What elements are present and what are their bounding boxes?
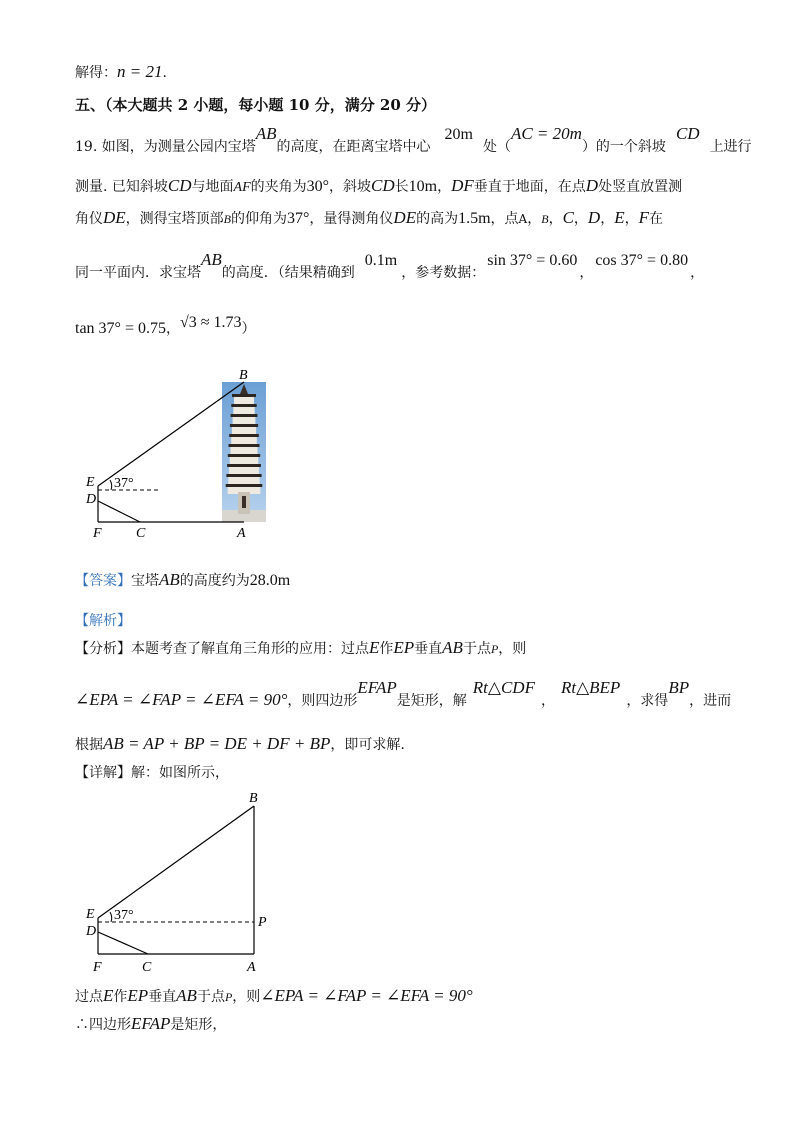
question-line-3: [75, 208, 663, 228]
text: 于点: [462, 641, 491, 657]
math: cos 37° = 0.80: [595, 252, 689, 269]
math: E: [614, 208, 625, 227]
analysis-line-3: [75, 734, 405, 754]
text: ，量得测角仪: [309, 211, 394, 227]
text: ，: [437, 179, 452, 195]
pagoda-roof-tier: [231, 404, 256, 407]
solution-step-1: [75, 986, 473, 1006]
math: CD: [371, 176, 395, 195]
analysis-line-2: [75, 678, 732, 710]
text: 解得：: [75, 65, 117, 81]
answer-tag: 【答案】: [75, 573, 131, 589]
text: 【详解】: [75, 765, 131, 781]
math: D: [585, 176, 599, 195]
text: 在: [648, 211, 663, 227]
math: √3 ≈ 1.73: [179, 314, 242, 331]
question-line-2: [75, 176, 682, 196]
text: 作: [379, 641, 394, 657]
text: 根据: [75, 737, 103, 753]
math: AB = AP + BP = DE + DF + BP: [103, 734, 331, 753]
pagoda-roof-tier: [226, 474, 261, 477]
label-p: P: [258, 915, 267, 930]
text: ∴四边形: [75, 1017, 131, 1033]
section-heading: 五、（本大题共 2 小题，每小题 10 分，满分 20 分）: [75, 96, 437, 114]
math: E: [369, 638, 380, 657]
text: ，即可求解.: [330, 737, 405, 753]
detail-line: [75, 762, 229, 782]
text: 角仪: [75, 211, 103, 227]
math: AB: [159, 570, 180, 589]
pagoda-body-tier: [234, 397, 254, 404]
pagoda-body-tier: [231, 447, 258, 454]
text: ，则四边形: [287, 693, 358, 709]
solution-step-2: [75, 1014, 226, 1034]
math: EP: [393, 638, 415, 657]
pagoda-roof-tier: [226, 484, 263, 487]
text: 宝塔: [131, 573, 159, 589]
text: ，: [600, 211, 615, 227]
text: 的高度，在距离宝塔中心: [276, 139, 431, 155]
math: AC = 20m: [510, 124, 582, 143]
math: EFAP: [357, 678, 397, 697]
pagoda-roof-tier: [230, 424, 258, 427]
math: ∠EPA = ∠FAP = ∠EFA = 90°: [75, 690, 288, 709]
text: ）的一个斜坡: [581, 139, 666, 155]
math: F: [638, 208, 649, 227]
text: 上进行: [709, 139, 752, 155]
label-e: E: [86, 907, 95, 922]
text: ，: [624, 211, 639, 227]
pagoda-roof-tier: [229, 444, 260, 447]
math: 30°: [306, 178, 330, 195]
text: 处竖直放置测: [598, 179, 683, 195]
text: 解：如图所示，: [131, 765, 229, 781]
pagoda-body-tier: [231, 437, 257, 444]
math: CD: [675, 124, 700, 143]
label-a: A: [237, 526, 246, 541]
text: 处（: [482, 139, 511, 155]
angle-arc: [110, 480, 112, 490]
math: AF: [233, 180, 251, 195]
math: 20m: [444, 126, 473, 143]
math: P: [490, 642, 499, 656]
label-a: A: [247, 960, 256, 975]
math: CD: [167, 176, 192, 195]
text: ，参考数据：: [401, 265, 486, 281]
math: sin 37° = 0.60: [487, 252, 578, 269]
text: 垂直于地面，在点: [473, 179, 586, 195]
text: ，: [527, 211, 542, 227]
line-dc-slope: [98, 932, 148, 954]
math: 1.5m: [458, 210, 491, 227]
math: DF: [451, 176, 474, 195]
math: Rt△CDF: [472, 678, 535, 697]
pagoda-roof-tier: [231, 414, 258, 417]
pagoda-roof-tier: [228, 454, 260, 457]
math: EP: [127, 986, 149, 1005]
text: 的高度约为: [179, 573, 250, 589]
pagoda-roof-tier: [229, 434, 259, 437]
text: ，: [165, 321, 180, 337]
text: 的高度．（结果精确到: [221, 265, 355, 281]
text: ，斜坡: [329, 179, 372, 195]
label-c: C: [142, 960, 152, 975]
math: C: [562, 208, 574, 227]
label-f: F: [93, 526, 102, 541]
text: 作: [113, 989, 128, 1005]
pagoda-body-tier: [229, 467, 259, 474]
text: 测量. 已知斜坡: [75, 179, 168, 195]
math: EFAP: [131, 1014, 171, 1033]
pagoda-body-tier: [233, 417, 256, 424]
math: BP: [668, 678, 690, 697]
math: 10m: [408, 178, 438, 195]
pagoda-roof-tier: [232, 394, 256, 397]
math: AB: [176, 986, 197, 1005]
math: D: [587, 208, 601, 227]
math: Rt△BEP: [560, 678, 621, 697]
math: A: [518, 212, 528, 226]
label-b: B: [239, 368, 248, 383]
pagoda-body-tier: [233, 407, 254, 414]
analysis-line-1: [75, 638, 526, 658]
text: 同一平面内．求宝塔: [75, 265, 201, 281]
text: ）: [241, 321, 256, 337]
text: ，则: [232, 989, 261, 1005]
math: AB: [442, 638, 463, 657]
angle-arc: [110, 912, 112, 922]
math: AB: [255, 124, 277, 143]
text: 是矩形，: [170, 1017, 227, 1033]
pagoda-body-tier: [230, 457, 258, 464]
math: P: [224, 990, 233, 1004]
analysis-tag: 【解析】: [75, 613, 131, 629]
label-c: C: [136, 526, 146, 541]
text: 19. 如图，为测量公园内宝塔: [75, 139, 256, 155]
text: 垂直: [148, 989, 177, 1005]
text: ，: [579, 265, 594, 281]
text: 于点: [196, 989, 225, 1005]
label-f: F: [93, 960, 102, 975]
math: AB: [201, 250, 222, 269]
math: ∠EPA = ∠FAP = ∠EFA = 90°: [260, 986, 473, 1005]
question-line-1: [75, 124, 752, 156]
text: 垂直: [414, 641, 443, 657]
pagoda-roof-tier: [227, 464, 261, 467]
math: DE: [393, 208, 417, 227]
math: E: [103, 986, 114, 1005]
text: ，: [548, 211, 563, 227]
label-angle: 37°: [114, 476, 134, 491]
text: 长: [394, 179, 409, 195]
text: ，: [573, 211, 588, 227]
label-d: D: [86, 492, 97, 507]
text: ，: [540, 693, 555, 709]
math: 28.0m: [249, 572, 291, 589]
text: 过点: [75, 989, 103, 1005]
label-b: B: [249, 791, 258, 806]
text: ，则: [498, 641, 527, 657]
math: B: [541, 212, 549, 226]
solution-line: [75, 62, 167, 82]
math: n = 21: [117, 62, 163, 81]
math: DE: [103, 208, 126, 227]
math: 0.1m: [364, 252, 398, 269]
line-eb-sight: [98, 806, 254, 918]
pagoda-photo: [222, 382, 266, 522]
text: 的高为: [416, 211, 459, 227]
math: tan 37° = 0.75: [75, 320, 166, 337]
label-angle: 37°: [114, 908, 134, 923]
math: 37°: [287, 210, 310, 227]
text: .: [162, 65, 167, 81]
pagoda-body-tier: [232, 427, 256, 434]
label-d: D: [86, 924, 97, 939]
line-dc-slope: [98, 501, 140, 522]
text: ，: [690, 265, 705, 281]
math: B: [223, 212, 232, 226]
text: ，测得宝塔顶部: [125, 211, 224, 227]
pagoda-body-tier: [228, 477, 259, 484]
text: 的夹角为: [250, 179, 307, 195]
text: 与地面: [191, 179, 234, 195]
label-e: E: [86, 475, 95, 490]
question-line-5: [75, 314, 256, 338]
question-line-4: [75, 250, 705, 282]
text: 的仰角为: [231, 211, 288, 227]
text: ，进而: [689, 693, 732, 709]
solution-figure: [80, 786, 280, 976]
text: 【分析】: [75, 641, 131, 657]
answer-line: [75, 570, 290, 590]
text: ，点: [490, 211, 519, 227]
question-figure: [80, 364, 280, 542]
text: 本题考查了解直角三角形的应用：过点: [131, 641, 369, 657]
text: ，求得: [626, 693, 669, 709]
text: 是矩形，解: [396, 693, 467, 709]
